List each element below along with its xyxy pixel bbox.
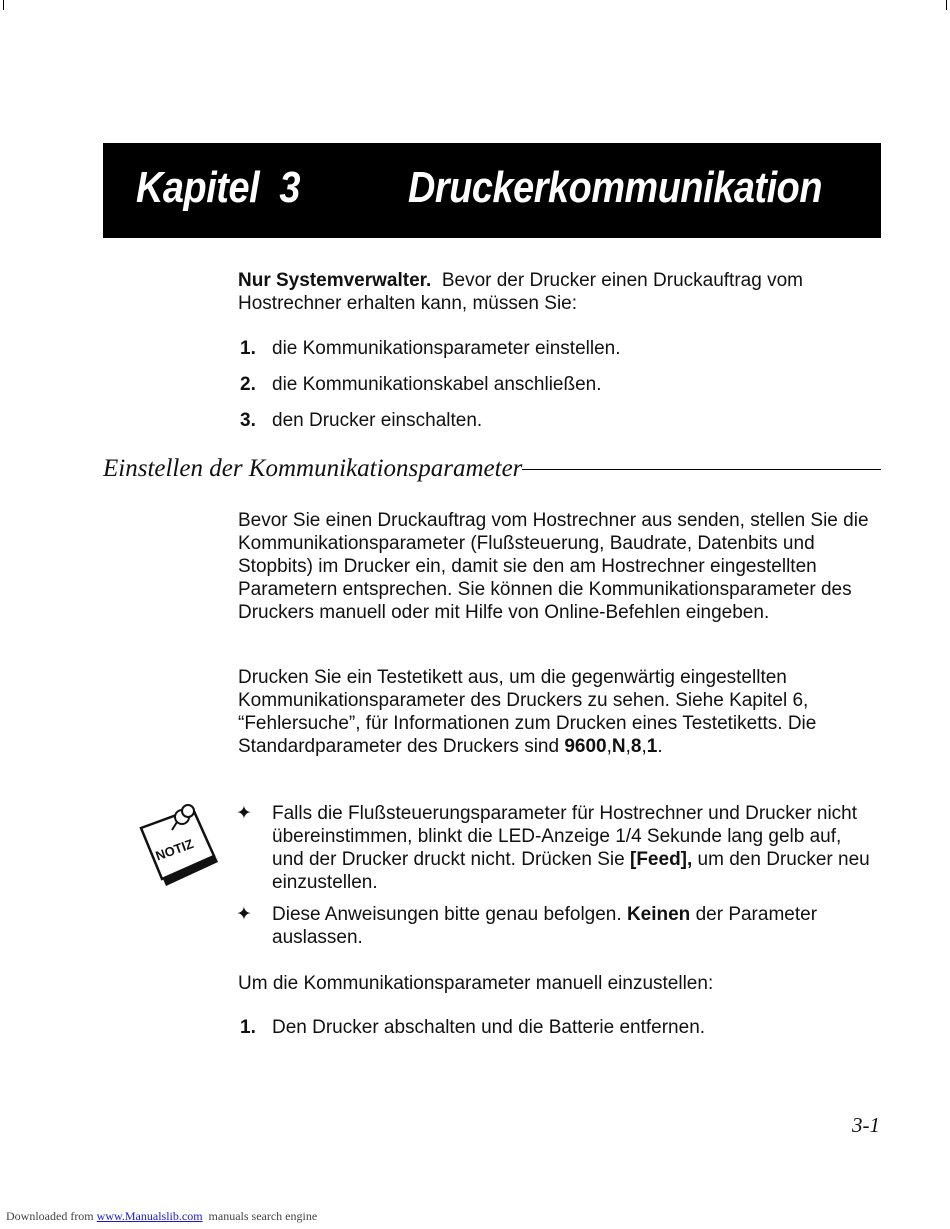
pushpin-top <box>182 805 194 817</box>
section-heading <box>103 452 881 484</box>
intro-text: Bevor der Drucker einen Druckauftrag vom Hostrechner erhalten kann, müssen Sie: <box>238 270 809 314</box>
note-text: Diese Anweisungen bitte genau befolgen. <box>272 904 627 925</box>
section-heading-rule <box>522 469 881 470</box>
manual-steps-list <box>238 1016 705 1052</box>
chapter-banner <box>103 143 881 238</box>
intro-steps-list <box>238 337 621 445</box>
four-point-star-icon: ✦ <box>236 803 252 824</box>
paragraph-test-label <box>238 666 878 758</box>
note-text: Falls die Flußsteuerungsparameter für Hostrechner und Drucker nicht übereinstimmen, blinkt die LED-Anzeige 1/4 Sekunde lang gelb auf, und der Drucker druckt nicht. Drücken Sie <box>272 803 858 870</box>
note-pushpin-icon <box>136 800 228 892</box>
step-text: Den Drucker abschalten und die Batterie entfernen. <box>272 1017 706 1038</box>
param-parity: N <box>611 736 626 757</box>
footer-suffix: manuals search engine <box>202 1209 318 1223</box>
paragraph-test-label-text: Drucken Sie ein Testetikett aus, um die gegenwärtig eingestellten Kommunikationsparameter des Druckers zu sehen. Siehe Kapitel 6, “Fehlersuche”, für Informationen zum Drucken eines Testetiketts. Die Standardparameter des Druckers sind <box>238 667 817 757</box>
step-text: den Drucker einschalten. <box>272 410 483 431</box>
section-heading-text: Einstellen der Kommunikationsparameter <box>103 455 523 482</box>
paragraph-manual: Um die Kommunikationsparameter manuell einzustellen: <box>238 973 714 994</box>
note-bold: Keinen <box>626 904 691 925</box>
list-item <box>238 802 878 894</box>
paragraph-parameters: Bevor Sie einen Druckauftrag vom Hostrechner aus senden, stellen Sie die Kommunikationsparameter (Flußsteuerung, Baudrate, Datenbits und Stopbits) im Drucker ein, damit sie den am Hostrechner eingestellten Parametern entsprechen. Sie können die Kommunikationsparameter des Druckers manuell oder mit Hilfe von Online-Befehlen eingeben. <box>238 510 869 623</box>
crop-mark-left <box>3 0 4 10</box>
note-list <box>238 802 878 958</box>
download-footer <box>6 1209 317 1224</box>
list-item <box>238 1016 705 1052</box>
note-icon-label: NOTIZ <box>153 836 196 864</box>
footer-prefix: Downloaded from <box>6 1209 97 1223</box>
param-databits: 8 <box>630 736 642 757</box>
page-number: 3-1 <box>852 1113 880 1137</box>
chapter-title: Druckerkommunikation <box>408 163 823 212</box>
chapter-number: Kapitel 3 <box>136 163 300 212</box>
footer-link[interactable]: www.Manualslib.com <box>96 1209 203 1223</box>
param-stopbits: 1 <box>646 736 658 757</box>
list-item <box>238 337 621 373</box>
param-separator: , <box>606 736 612 757</box>
param-baud: 9600 <box>564 736 607 757</box>
paragraph-end: . <box>657 736 663 757</box>
step-text: die Kommunikationsparameter einstellen. <box>272 338 621 359</box>
param-separator: , <box>641 736 647 757</box>
list-item <box>238 373 621 409</box>
list-item <box>238 409 621 445</box>
crop-mark-right <box>946 0 947 10</box>
param-separator: , <box>625 736 631 757</box>
four-point-star-icon: ✦ <box>236 904 252 925</box>
note-text-after: um den Drucker neu einzustellen. <box>272 849 870 893</box>
intro-bold-lead: Nur Systemverwalter. <box>238 270 432 291</box>
step-number: 2. <box>240 374 256 395</box>
note-text-after: der Parameter auslassen. <box>272 904 818 948</box>
list-item <box>238 903 878 949</box>
intro-paragraph <box>238 269 878 315</box>
step-number: 1. <box>240 1017 256 1038</box>
note-bold: [Feed], <box>630 849 693 870</box>
step-text: die Kommunikationskabel anschließen. <box>272 374 602 395</box>
step-number: 1. <box>240 338 256 359</box>
step-number: 3. <box>240 410 256 431</box>
